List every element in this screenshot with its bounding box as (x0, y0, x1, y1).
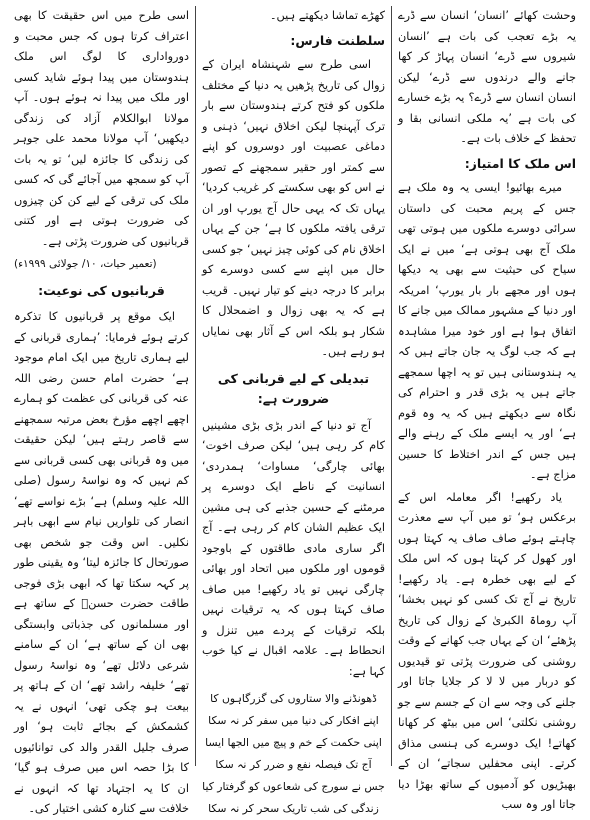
paragraph: وحشت کھائے ’انسان‘ انسان سے ڈرے یہ بڑے تعجب کی بات ہے ’انسان شیروں سے ڈرے‘ انسان پہاڑ کر کھا جانے والے درندوں سے ڈرے‘ لیکن انسان انسان سے ڈرے؟ یہ بڑے خسارے کی بات ہے ’یہ ملکی انسانی بقا و تحفظ کے خلاف بات ہے۔ (398, 9, 576, 145)
source-reference: (تعمیر حیات، ۱۰/ جولائی ۱۹۹۹ء) (14, 258, 157, 270)
paragraph: میرے بھائیو! ایسی یہ وہ ملک ہے جس کے پریم محبت کی داستان سرائی دوسرے ملکوں میں ہوتی تھی ملک آج بھی ہوتی ہے‘ میں نے ایک سیاح کی حیثیت سے بھی یہ دیکھا ہوں اور مجھے بار بار یورپ‘ امریکہ اور دنیا کے مشہور ممالک میں جانے کا اتفاق ہوا ہے اور خود میرا مشاہدہ ہے کہ جب لوگ یہ جان جاتے ہیں کہ یہ ہندوستانی ہیں تو یہ اچھا سمجھے جاتے ہیں یہ بڑی قدر و احترام کی نگاہ سے دیکھتے ہیں کہ یہ وہ قوم ہے‘ اور یہ ایسے ملک کے رہنے والے ہیں جس کے اندر اختلاط کا حسین مزاج ہے۔ (398, 181, 576, 481)
paragraph: ایک موقع پر قربانیوں کا تذکرہ کرتے ہوئے فرمایا: ’ہماری قربانی کے لیے ہماری تاریخ میں ایک امام موجود ہے‘ حضرت امام حسن رضی اللہ عنہ کی قربانی کی عظمت کو ہمارے اچھے اچھے مؤرخ بعض مرتبہ سمجھنے سے قاصر رہتے ہیں‘ لیکن حقیقت میں وہ قربانی بھی کسی قربانی سے کم نہیں کہ وہ نواسۂ رسول (صلی اللہ علیہ وسلم) ہے‘ بڑے نواسے تھے‘ انصار کی تلواریں نیام سے ابھی باہر نکلیں۔ اس وقت جو شخص بھی صورتحال کا جائزہ لیتا‘ وہ یقینی طور پر کہہ سکتا تھا کہ ابھی بڑی فوجی طاقت حضرت حسنؓ کے ساتھ ہے اور مسلمانوں کی جذباتی وابستگی بھی ان کے ساتھ ہے‘ ان کے سامنے شرعی دلائل تھے‘ وہ نواسۂ رسول تھے‘ خلیفہ راشد تھے‘ ان کے ہاتھ پر بیعت ہو چکی تھی‘ انہوں نے یہ کشمکش کے بجائے ثابت ہو‘ اور صرف جلیل القدر والد کی توانائیوں کا بڑا حصہ اس میں صرف ہو گیا‘ ان کا یہ اجتہاد تھا کہ انہوں نے خلافت سے کنارہ کشی اختیار کی۔ (14, 310, 189, 815)
three-column-layout (8, 6, 582, 815)
column-middle (196, 6, 392, 815)
verse-line: زندگی کی شب تاریک سحر کر نہ سکا (208, 802, 379, 815)
column-left (8, 6, 196, 815)
paragraph: اسی طرح سے شہنشاہ ایران کے زوال کی تاریخ پڑھیں یہ دنیا کے مختلف ملکوں کو فتح کرتے ہندوستان سے بار ترک آپہنچا لیکن اخلاق نہیں‘ ذہنی و دماغی عصبیت اور دوسروں کو اپنے سے کمتر اور حقیر سمجھنے کے تصور نے اس کو بھی سکستے کر غریب کردیا‘ یہاں تک کہ یہی حال آج یورپ اور ان ترقی یافتہ ملکوں کا ہے‘ جن کے یہاں اخلاق نام کی کوئی چیز نہیں‘ جو کسی حال میں اپنے سے کسی دوسرے کو برابر کا درجہ دینے کو تیار نہیں۔ قریب ہے کہ یہ بھی زوال و اضمحلال کا شکار ہو بلکہ اس کے آثار بھی نمایاں ہو رہے ہیں۔ (202, 58, 385, 358)
section-heading: اس ملک کا امتیاز: (464, 155, 576, 171)
verse-line: جس نے سورج کی شعاعوں کو گرفتار کیا (202, 780, 385, 793)
paragraph: آج تو دنیا کے اندر بڑی بڑی مشینیں کام کر رہی ہیں‘ لیکن صرف اخوت‘ بھائی چارگی‘ مساوات‘ ہمدردی‘ انسانیت کے ناطے ایک دوسرے پر مرمٹنے کے حسین جذبے کی ہی مشین ایک عظیم الشان کام کر رہی ہے۔ آج اگر ساری مادی طاقتوں کے باوجود قوموں اور ملکوں میں اتحاد اور بھائی چارگی نہیں تو یاد رکھیے! میں صاف صاف کہتا ہوں کہ یہ ترقیات نہیں بلکہ ترقیات کے پردے میں تنزل و انحطاط ہے۔ علامہ اقبال نے کیا خوب کہا ہے: (202, 418, 385, 678)
poem-verse (202, 688, 385, 820)
verse-line: آج تک فیصلہ نفع و ضرر کر نہ سکا (215, 758, 372, 771)
verse-line: ڈھونڈنے والا ستاروں کی گزرگاہوں کا (210, 692, 377, 705)
section-heading: سلطنت فارس: (290, 32, 385, 48)
paragraph: اسی طرح میں اس حقیقت کا بھی اعتراف کرتا ہوں کہ جس محبت و دورواداری کا لوگ اس ملک ہندوستان میں پیدا ہوئے شاید کسی اور ملک میں پیدا نہ ہوئے ہوں۔ آپ مولانا ابوالکلام آزاد کی زندگی دیکھیں‘ آپ مولانا محمد علی جوہر کی زندگی کا جائزہ لیں‘ تو یہ بات آپ کو سمجھ میں آجائے گی کہ کسی ملک کی ترقی کے لیے کن کن چیزوں کی ضرورت ہوتی ہے اور کتنی قربانیوں کی ضرورت پڑتی ہے۔ (14, 9, 189, 248)
verse-line: اپنے افکار کی دنیا میں سفر کر نہ سکا (208, 714, 379, 727)
paragraph: یاد رکھیے! اگر معاملہ اس کے برعکس ہو‘ تو میں آپ سے معذرت چاہتے ہوئے صاف صاف یہ کہتا ہوں اور کھول کر کہتا ہوں کہ اس ملک کے لیے بھی خطرہ ہے۔ یاد رکھیے! تاریخ نے آج تک کسی کو نہیں بخشا‘ آپ روماۃ الکبریٰ کے زوال کی تاریخ پڑھئے‘ ان کے یہاں جب کھانے کے وقت روشنی کی ضرورت پڑتی تو قیدیوں کو دربار میں لا لا کر جلایا جاتا اور جلنے کی وجہ سے ان کے جسم سے جو روشنی نکلتی‘ اس میں بیٹھ کر کھانا کھاتے! ایک دوسرے کی ہنسی مذاق کرتے۔ اپنی محفلیں سجاتے‘ ان کے بھیڑیوں کو آدمیوں کے ساتھ بھڑا دیا جاتا اور وہ سب (398, 490, 576, 811)
paragraph: کھڑے تماشا دیکھتے ہیں۔ (269, 9, 385, 22)
column-right (392, 6, 582, 811)
section-heading: تبدیلی کے لیے قربانی کی ضرورت ہے: (217, 370, 370, 406)
verse-line: اپنی حکمت کے خم و پیچ میں الجھا ایسا (205, 736, 382, 749)
section-heading: قربانیوں کی نوعیت: (38, 282, 165, 298)
